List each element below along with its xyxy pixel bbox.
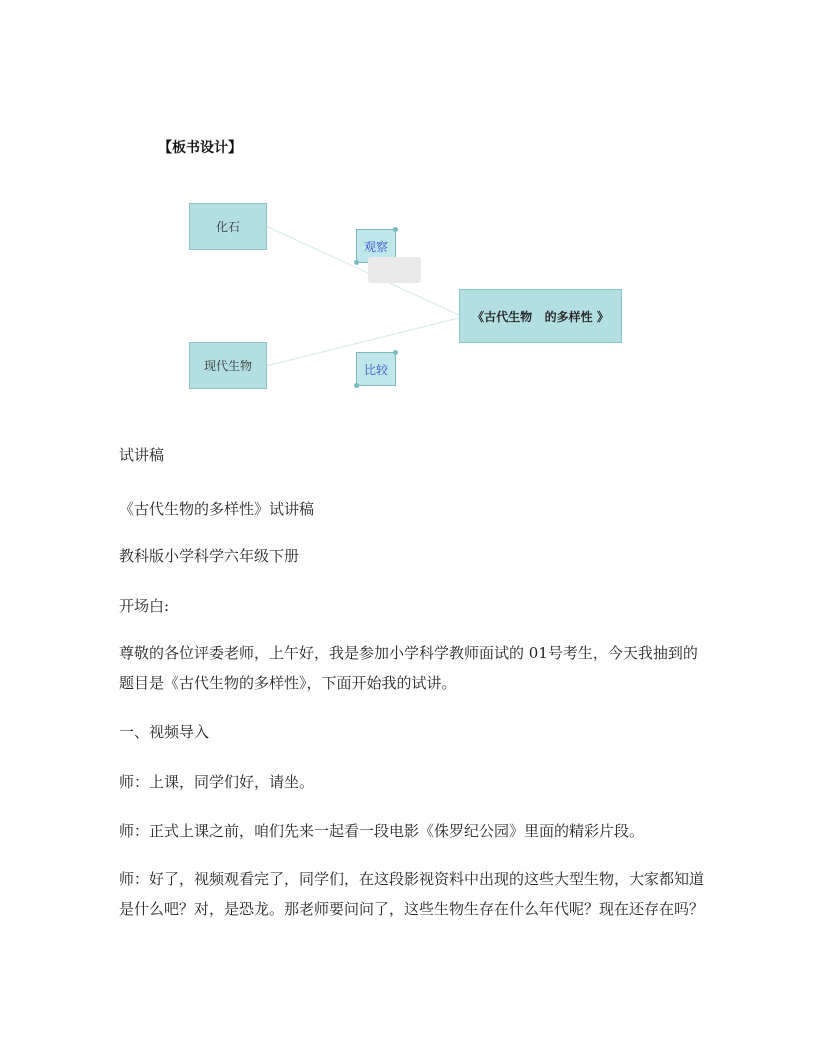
board-design-heading: 【板书设计】 bbox=[158, 140, 242, 156]
paragraph-title: 《古代生物的多样性》试讲稿 bbox=[119, 500, 315, 518]
main-title-label: 《古代生物 的多样性 》 bbox=[472, 309, 609, 324]
paragraph-question: 师：好了，视频观看完了，同学们，在这段影视资料中出现的这些大型生物，大家都知道是什么吧？对，是恐龙。那老师要问问了，这些生物生存在什么年代呢？现在还存在吗？ bbox=[119, 870, 705, 918]
compare-scroll bbox=[356, 352, 396, 386]
paragraph-video-intro: 师：正式上课之前，咱们先来一起看一段电影《侏罗纪公园》里面的精彩片段。 bbox=[119, 822, 645, 840]
observe-label: 观察 bbox=[363, 239, 388, 254]
compare-label: 比较 bbox=[363, 362, 388, 377]
paragraph-greeting: 师：上课，同学们好，请坐。 bbox=[119, 773, 315, 791]
paragraph-section-video: 一、视频导入 bbox=[119, 723, 210, 741]
main-title-box bbox=[459, 289, 622, 343]
paragraph-trial-script: 试讲稿 bbox=[119, 446, 165, 464]
paragraph-textbook: 教科版小学科学六年级下册 bbox=[119, 547, 300, 565]
modern-organisms-label: 现代生物 bbox=[203, 359, 252, 373]
paragraph-opening-label: 开场白: bbox=[119, 597, 170, 615]
paragraph-opening-speech: 尊敬的各位评委老师，上午好，我是参加小学科学教师面试的 01号考生，今天我抽到的题目是《古代生物的多样性》，下面开始我的试讲。 bbox=[119, 644, 698, 692]
blank-placeholder bbox=[368, 257, 421, 283]
fossil-box bbox=[189, 203, 267, 250]
fossil-label: 化石 bbox=[215, 220, 240, 234]
modern-organisms-box bbox=[189, 342, 267, 389]
